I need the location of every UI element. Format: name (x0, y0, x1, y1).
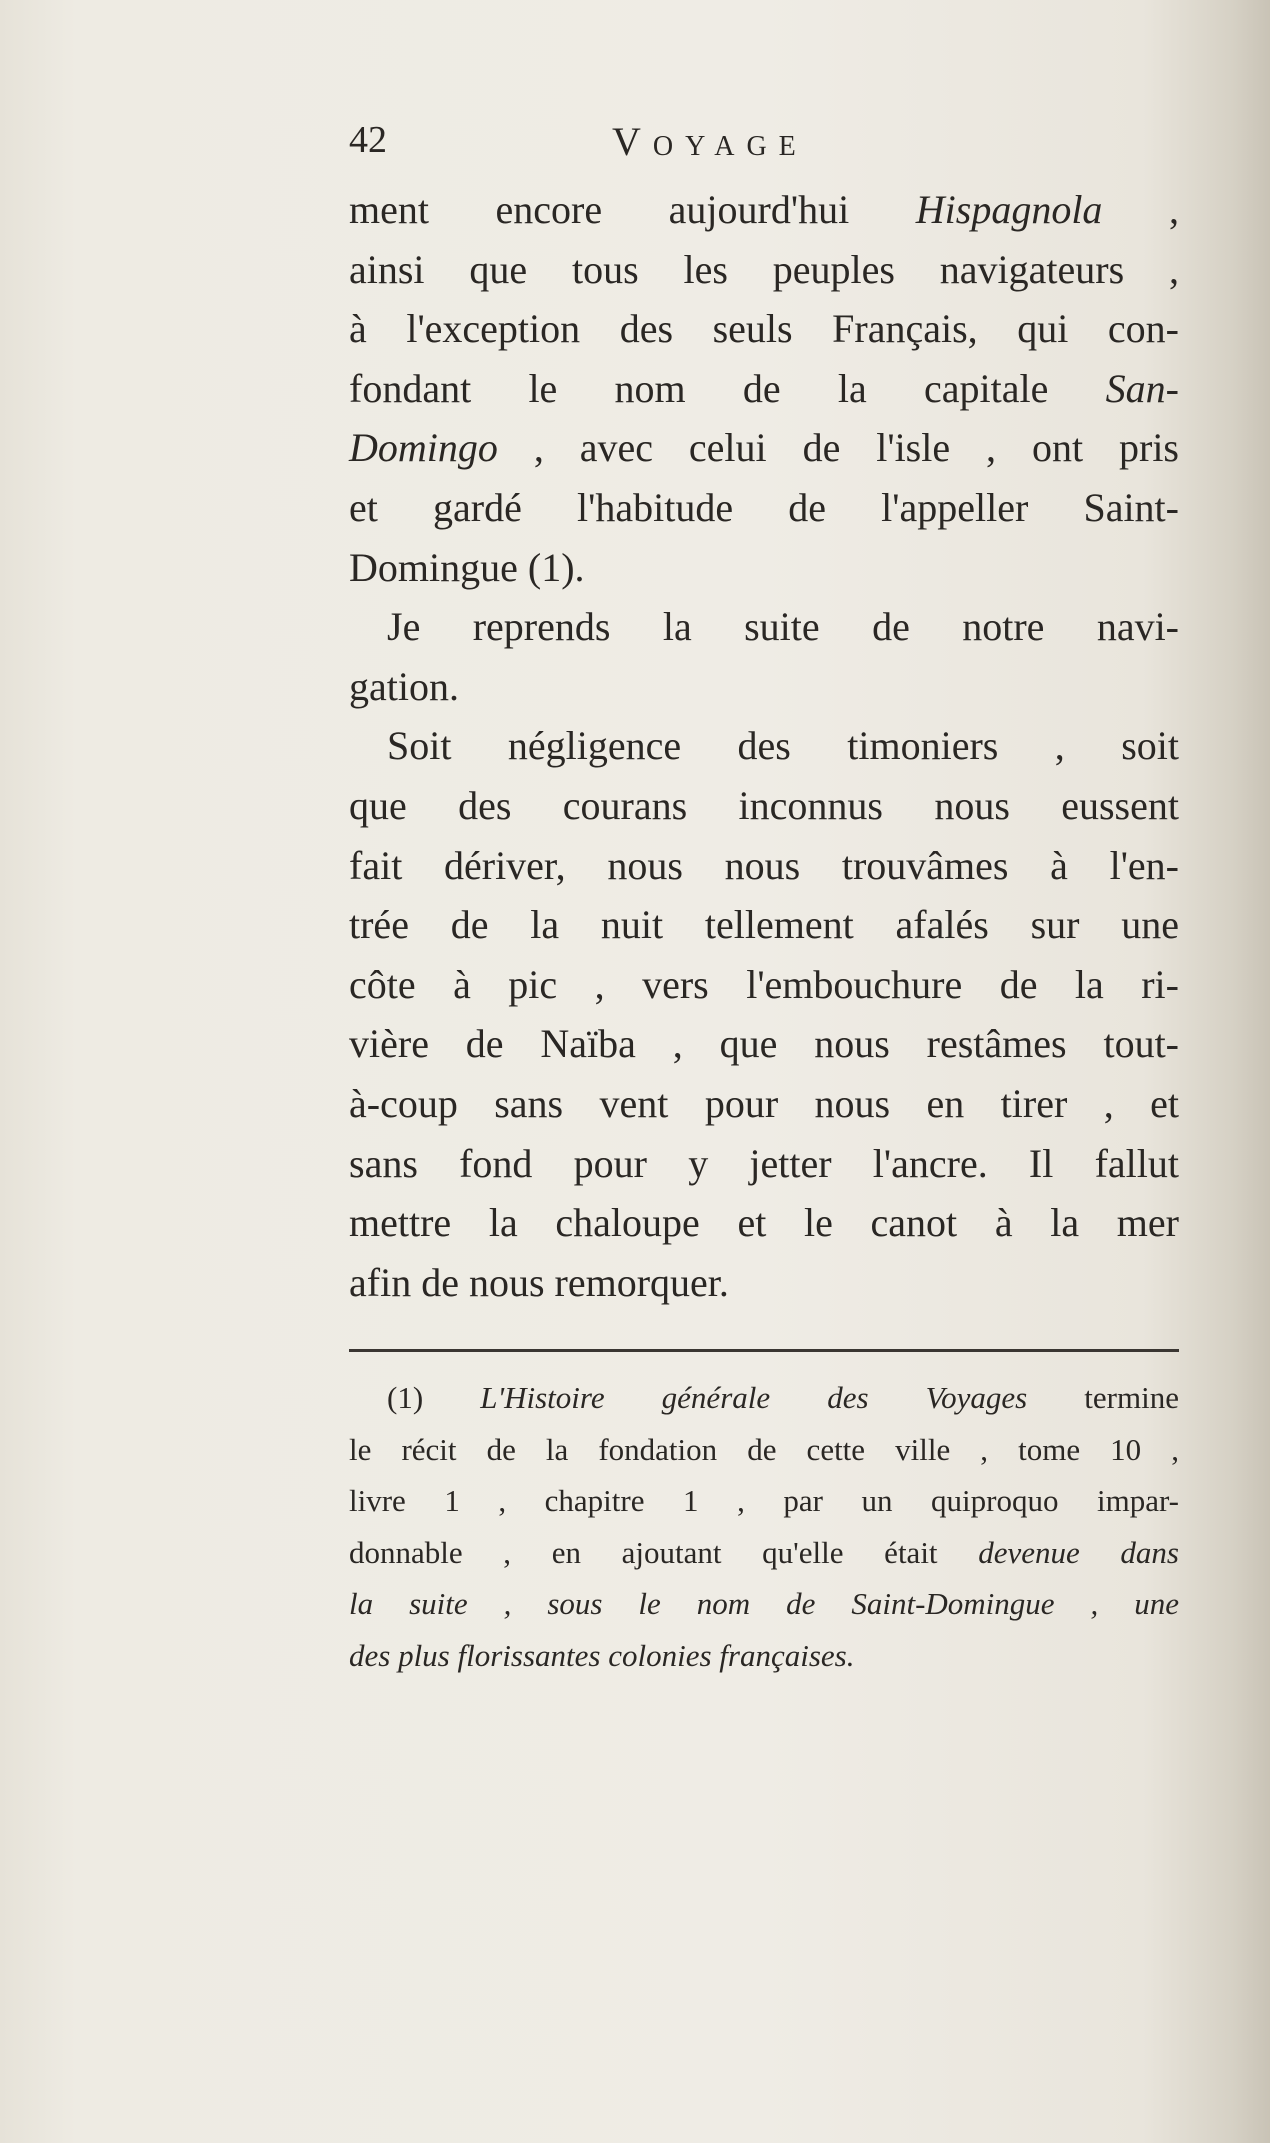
text: afin de nous remorquer. (349, 1259, 729, 1305)
italic-text: devenue dans (978, 1534, 1179, 1570)
body-line (349, 955, 1179, 1015)
body-line (349, 299, 1179, 359)
text: le récit de la fondation de cette ville , tome 10 , (349, 1431, 1179, 1467)
italic-text: Domingo (349, 425, 498, 471)
italic-text: des plus florissantes colonies françaises. (349, 1637, 855, 1673)
text: côte à pic , vers l'embouchure de la ri- (349, 961, 1179, 1007)
text: trée de la nuit tellement afalés sur une (349, 902, 1179, 948)
running-head-rest: OYAGE (652, 131, 808, 162)
body-line (349, 836, 1179, 896)
body-line (349, 1074, 1179, 1134)
body-line (349, 1253, 1179, 1313)
body-text (349, 180, 1179, 1312)
text: Soit négligence des timoniers , soit (387, 723, 1179, 769)
text: (1) (387, 1380, 481, 1415)
footnote-line (349, 1475, 1179, 1527)
italic-text: Hispagnola (915, 187, 1103, 232)
footnote-rule (349, 1349, 1179, 1352)
text: mettre la chaloupe et le canot à la mer (349, 1200, 1179, 1246)
text: vière de Naïba , que nous restâmes tout- (349, 1021, 1179, 1067)
running-head-initial: V (612, 119, 653, 164)
footnote-line (349, 1630, 1179, 1682)
body-line (349, 478, 1179, 538)
italic-text: la suite , sous le nom de Saint-Domingue , une (349, 1586, 1179, 1621)
body-line (349, 538, 1179, 598)
text: Je reprends la suite de notre navi- (387, 604, 1179, 650)
italic-text: San- (1105, 365, 1179, 411)
text: , avec celui de l'isle , ont pris (497, 425, 1179, 471)
text: et gardé l'habitude de l'appeller Saint- (349, 484, 1179, 530)
body-line (349, 180, 1179, 240)
text: sans fond pour y jetter l'ancre. Il fallut (349, 1140, 1179, 1186)
running-head (612, 118, 808, 165)
text: donnable , en ajoutant qu'elle était (349, 1534, 979, 1570)
text: livre 1 , chapitre 1 , par un quiproquo impar- (349, 1483, 1179, 1518)
text: termine (1027, 1380, 1179, 1415)
text: fait dériver, nous nous trouvâmes à l'en- (349, 842, 1179, 888)
body-line (349, 240, 1179, 300)
italic-text: L'Histoire générale des Voyages (480, 1380, 1028, 1415)
footnote (349, 1372, 1179, 1681)
body-line (349, 895, 1179, 955)
footnote-line (349, 1527, 1179, 1579)
footnote-line (349, 1424, 1179, 1476)
body-line (349, 359, 1179, 419)
body-line (349, 418, 1179, 478)
body-line (349, 657, 1179, 717)
body-line (349, 597, 1179, 657)
body-line (349, 1014, 1179, 1074)
text: Domingue (1). (349, 544, 585, 590)
text: à-coup sans vent pour nous en tirer , et (349, 1080, 1179, 1126)
text: , (1102, 187, 1179, 232)
body-line (349, 1134, 1179, 1194)
text: fondant le nom de la capitale (349, 365, 1106, 411)
body-line (349, 716, 1179, 776)
footnote-line (349, 1578, 1179, 1630)
body-line (349, 776, 1179, 836)
text: gation. (349, 663, 459, 709)
body-line (349, 1193, 1179, 1253)
text: que des courans inconnus nous eussent (349, 782, 1179, 828)
footnote-line (349, 1372, 1179, 1424)
page-number: 42 (349, 119, 387, 161)
text: ainsi que tous les peuples navigateurs , (349, 246, 1179, 292)
text: à l'exception des seuls Français, qui con- (349, 306, 1179, 352)
text: ment encore aujourd'hui (349, 187, 916, 232)
